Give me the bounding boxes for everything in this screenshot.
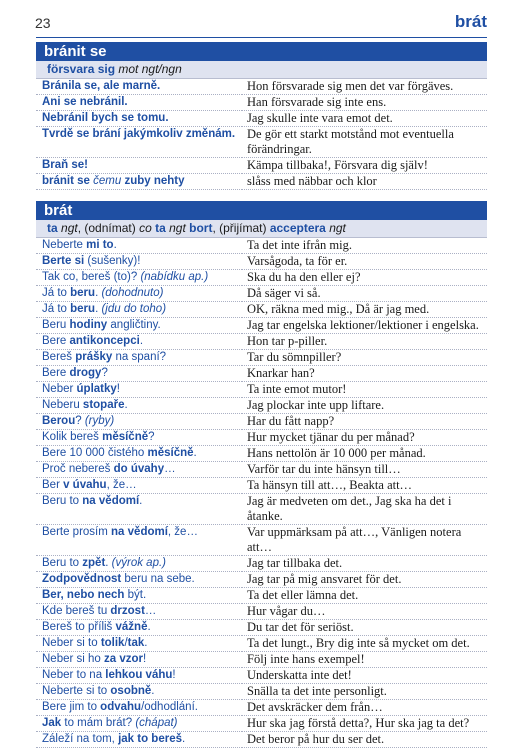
entry-branit-se <box>36 42 487 190</box>
text-span: , že… <box>167 526 198 538</box>
text-span: , (přijímat) <box>212 221 270 235</box>
swedish-translation: Var uppmärksam på att…, Vänligen notera att… <box>242 525 487 556</box>
czech-phrase <box>36 174 242 190</box>
swedish-translation: Hans nettolön är 10 000 per månad. <box>242 446 487 462</box>
swedish-translation: Ska du ha den eller ej? <box>242 270 487 286</box>
phrase-row <box>36 238 487 254</box>
text-span: Bere <box>42 367 70 379</box>
swedish-translation: Då säger vi så. <box>242 286 487 302</box>
swedish-translation: De gör ett starkt motstånd mot eventuella förändringar. <box>242 127 487 158</box>
text-span: stopaře <box>82 399 125 411</box>
entry-headword: brát <box>36 201 487 220</box>
text-span: Beru to <box>42 557 83 569</box>
swedish-translation: Jag plockar inte upp liftare. <box>242 398 487 414</box>
phrase-row <box>36 620 487 636</box>
swedish-translation: Varför tar du inte hänsyn till… <box>242 462 487 478</box>
text-span: beru <box>70 303 96 315</box>
czech-phrase <box>36 446 242 462</box>
phrase-row <box>36 572 487 588</box>
czech-phrase <box>36 462 242 478</box>
text-span: ngt <box>169 221 186 235</box>
czech-phrase <box>36 398 242 414</box>
text-span: mi to <box>86 239 114 251</box>
text-span: Jak <box>42 717 62 729</box>
phrase-row <box>36 732 487 748</box>
text-span: prášky <box>75 351 113 363</box>
czech-phrase <box>36 478 242 494</box>
swedish-translation: slåss med näbbar och klor <box>242 174 487 190</box>
text-span: Neber to na <box>42 669 106 681</box>
phrase-row <box>36 302 487 318</box>
text-span: (sušenky)! <box>84 255 141 267</box>
phrase-row <box>36 398 487 414</box>
swedish-translation: Varsågoda, ta för er. <box>242 254 487 270</box>
swedish-translation: Följ inte hans exempel! <box>242 652 487 668</box>
czech-phrase <box>36 366 242 382</box>
text-span: ta <box>155 221 166 235</box>
phrase-row <box>36 318 487 334</box>
swedish-translation: Jag tar engelska lektioner/lektioner i engelska. <box>242 318 487 334</box>
phrase-row <box>36 382 487 398</box>
text-span: . <box>105 557 112 569</box>
text-span: Bereš <box>42 351 76 363</box>
phrase-row <box>36 668 487 684</box>
czech-phrase <box>36 111 242 127</box>
swedish-translation: Ta inte emot mutor! <box>242 382 487 398</box>
text-span: na spaní? <box>112 351 167 363</box>
phrase-list <box>36 238 487 748</box>
text-span: Beru to <box>42 495 83 507</box>
text-span: Bránila se, ale marně. <box>42 80 161 92</box>
text-span: zuby nehty <box>121 175 185 187</box>
phrase-row <box>36 286 487 302</box>
swedish-translation: Knarkar han? <box>242 366 487 382</box>
czech-phrase <box>36 556 242 572</box>
swedish-translation: Har du fått napp? <box>242 414 487 430</box>
text-span: beru na sebe. <box>121 573 195 585</box>
text-span: … <box>144 605 157 617</box>
phrase-row <box>36 494 487 525</box>
czech-phrase <box>36 382 242 398</box>
text-span: měsíčně <box>102 431 149 443</box>
phrase-row <box>36 334 487 350</box>
swedish-translation: Tar du sömnpiller? <box>242 350 487 366</box>
text-span: ngt <box>61 221 78 235</box>
phrase-row <box>36 716 487 732</box>
swedish-translation: Ta det eller lämna det. <box>242 588 487 604</box>
phrase-row <box>36 556 487 572</box>
text-span: acceptera <box>269 221 326 235</box>
text-span: . <box>139 495 143 507</box>
czech-phrase <box>36 350 242 366</box>
text-span: lehkou váhu <box>105 669 173 681</box>
swedish-translation: Jag tar på mig ansvaret för det. <box>242 572 487 588</box>
text-span: Bere <box>42 335 70 347</box>
text-span: do úvahy <box>113 463 165 475</box>
text-span: tolik <box>100 637 125 649</box>
phrase-row <box>36 446 487 462</box>
text-span: Kolik bereš <box>42 431 103 443</box>
text-span: ! <box>172 669 176 681</box>
swedish-translation: Hon försvarade sig men det var förgäves. <box>242 79 487 95</box>
text-span: tak <box>127 637 145 649</box>
entry-headword: bránit se <box>36 42 487 61</box>
phrase-row <box>36 636 487 652</box>
czech-phrase <box>36 494 242 525</box>
swedish-translation: Jag tar tillbaka det. <box>242 556 487 572</box>
text-span: , že… <box>106 479 137 491</box>
text-span: čemu <box>93 175 122 187</box>
swedish-translation: OK, räkna med mig., Då är jag med. <box>242 302 487 318</box>
phrase-row <box>36 366 487 382</box>
phrase-row <box>36 430 487 446</box>
text-span: vážně <box>115 621 148 633</box>
page-number: 23 <box>35 15 51 31</box>
czech-phrase <box>36 270 242 286</box>
text-span: odvahu <box>100 701 142 713</box>
czech-phrase <box>36 238 242 254</box>
text-span: zpět <box>82 557 106 569</box>
text-span: Bere jim to <box>42 701 101 713</box>
phrase-row <box>36 350 487 366</box>
text-span: (chápat) <box>135 717 178 729</box>
phrase-row <box>36 700 487 716</box>
text-span: to mám brát? <box>61 717 136 729</box>
text-span: . <box>193 447 197 459</box>
swedish-translation: Jag är medveten om det., Jag ska ha det i åtanke. <box>242 494 487 525</box>
text-span: beru <box>70 287 96 299</box>
swedish-translation: Kämpa tillbaka!, Försvara dig själv! <box>242 158 487 174</box>
text-span: Braň se! <box>42 159 89 171</box>
phrase-row <box>36 111 487 127</box>
text-span: / <box>124 637 128 649</box>
swedish-translation: Ta hänsyn till att…, Beakta att… <box>242 478 487 494</box>
czech-phrase <box>36 572 242 588</box>
text-span: na vědomí <box>111 526 168 538</box>
phrase-row <box>36 95 487 111</box>
text-span: /odhodlání. <box>141 701 198 713</box>
text-span: Berou <box>42 415 76 427</box>
text-span: Ber, nebo nech <box>42 589 125 601</box>
czech-phrase <box>36 414 242 430</box>
swedish-translation: Hon tar p-piller. <box>242 334 487 350</box>
text-span: . <box>95 303 102 315</box>
text-span: být. <box>124 589 147 601</box>
phrase-row <box>36 478 487 494</box>
text-span: , (odnímat) <box>77 221 140 235</box>
text-span: ngt <box>329 221 346 235</box>
phrase-row <box>36 525 487 556</box>
text-span: Zodpovědnost <box>42 573 122 585</box>
text-span: Bereš to příliš <box>42 621 116 633</box>
text-span: . <box>113 239 117 251</box>
text-span: Beru <box>42 319 70 331</box>
text-span: úplatky <box>76 383 117 395</box>
text-span: jak to bereš <box>118 733 182 745</box>
text-span: Ber <box>42 479 64 491</box>
text-span: Tvrdě se brání jakýmkoliv změnám. <box>42 128 236 140</box>
phrase-row <box>36 414 487 430</box>
czech-phrase <box>36 286 242 302</box>
swedish-translation: Underskatta inte det! <box>242 668 487 684</box>
phrase-row <box>36 588 487 604</box>
phrase-row <box>36 270 487 286</box>
text-span: försvara sig <box>47 62 116 76</box>
text-span: za vzor <box>104 653 144 665</box>
czech-phrase <box>36 158 242 174</box>
phrase-list <box>36 79 487 190</box>
text-span: Neberu <box>42 399 83 411</box>
czech-phrase <box>36 302 242 318</box>
text-span: Kde bereš tu <box>42 605 111 617</box>
text-span: ! <box>143 653 147 665</box>
swedish-translation: Du tar det för seriöst. <box>242 620 487 636</box>
swedish-translation: Hur vågar du… <box>242 604 487 620</box>
text-span: . <box>139 335 144 347</box>
text-span: bort <box>189 221 213 235</box>
entry-translation <box>36 61 487 79</box>
czech-phrase <box>36 700 242 716</box>
text-span: (dohodnuto) <box>101 287 164 299</box>
text-span: bránit se <box>42 175 94 187</box>
phrase-row <box>36 127 487 158</box>
text-span: . <box>147 621 151 633</box>
text-span: Neberte <box>42 239 87 251</box>
text-span: Já to <box>42 303 71 315</box>
czech-phrase <box>36 318 242 334</box>
text-span: Nebránil bych se tomu. <box>42 112 169 124</box>
swedish-translation: Snälla ta det inte personligt. <box>242 684 487 700</box>
czech-phrase <box>36 79 242 95</box>
czech-phrase <box>36 620 242 636</box>
phrase-row <box>36 254 487 270</box>
swedish-translation: Det beror på hur du ser det. <box>242 732 487 748</box>
text-span: (výrok ap.) <box>111 557 166 569</box>
text-span: osobně <box>110 685 152 697</box>
text-span: na vědomí <box>82 495 140 507</box>
running-head: brát <box>454 12 487 31</box>
text-span: … <box>164 463 176 475</box>
text-span: Já to <box>42 287 71 299</box>
text-span: . <box>151 685 155 697</box>
text-span: ta <box>47 221 58 235</box>
text-span: co <box>139 221 152 235</box>
text-span: drogy <box>69 367 102 379</box>
text-span: . <box>95 287 102 299</box>
text-span: Tak co, bereš (to)? <box>42 271 141 283</box>
czech-phrase <box>36 334 242 350</box>
header-rule <box>36 37 487 38</box>
czech-phrase <box>36 652 242 668</box>
text-span: ? <box>75 415 85 427</box>
text-span: Ani se nebránil. <box>42 96 128 108</box>
czech-phrase <box>36 95 242 111</box>
czech-phrase <box>36 127 242 158</box>
czech-phrase <box>36 732 242 748</box>
swedish-translation: Ta det inte ifrån mig. <box>242 238 487 254</box>
text-span: (ryby) <box>84 415 115 427</box>
text-span: antikoncepci <box>69 335 140 347</box>
text-span: . <box>144 637 148 649</box>
phrase-row <box>36 652 487 668</box>
entry-translation <box>36 220 487 238</box>
czech-phrase <box>36 254 242 270</box>
swedish-translation: Jag skulle inte vara emot det. <box>242 111 487 127</box>
text-span: Proč nebereš <box>42 463 114 475</box>
swedish-translation: Ta det lungt., Bry dig inte så mycket om det. <box>242 636 487 652</box>
czech-phrase <box>36 604 242 620</box>
text-span: . <box>124 399 128 411</box>
text-span: Bere 10 000 čistého <box>42 447 148 459</box>
text-span: (jdu do toho) <box>101 303 167 315</box>
text-span: měsíčně <box>147 447 194 459</box>
swedish-translation: Det avskräcker dem från… <box>242 700 487 716</box>
text-span: Berte prosím <box>42 526 112 538</box>
swedish-translation: Hur mycket tjänar du per månad? <box>242 430 487 446</box>
czech-phrase <box>36 668 242 684</box>
text-span: hodiny <box>69 319 108 331</box>
phrase-row <box>36 462 487 478</box>
text-span: angličtiny. <box>107 319 161 331</box>
phrase-row <box>36 79 487 95</box>
czech-phrase <box>36 684 242 700</box>
text-span: Neber si to <box>42 637 101 649</box>
text-span: Neberte si to <box>42 685 111 697</box>
entry-brat <box>36 201 487 748</box>
text-span: drzost <box>110 605 145 617</box>
swedish-translation: Hur ska jag förstå detta?, Hur ska jag ta det? <box>242 716 487 732</box>
text-span: ! <box>116 383 120 395</box>
text-span: Záleží na tom, <box>42 733 119 745</box>
text-span: ? <box>101 367 108 379</box>
czech-phrase <box>36 636 242 652</box>
text-span: mot ngt/ngn <box>118 62 182 76</box>
czech-phrase <box>36 430 242 446</box>
text-span: Neber <box>42 383 77 395</box>
text-span: v úvahu <box>63 479 107 491</box>
czech-phrase <box>36 588 242 604</box>
czech-phrase <box>36 716 242 732</box>
text-span: (nabídku ap.) <box>140 271 209 283</box>
swedish-translation: Han försvarade sig inte ens. <box>242 95 487 111</box>
phrase-row <box>36 158 487 174</box>
text-span: Neber si ho <box>42 653 105 665</box>
phrase-row <box>36 604 487 620</box>
text-span: . <box>181 733 186 745</box>
text-span: Berte si <box>42 255 85 267</box>
phrase-row <box>36 174 487 190</box>
phrase-row <box>36 684 487 700</box>
text-span: ? <box>148 431 155 443</box>
czech-phrase <box>36 525 242 556</box>
